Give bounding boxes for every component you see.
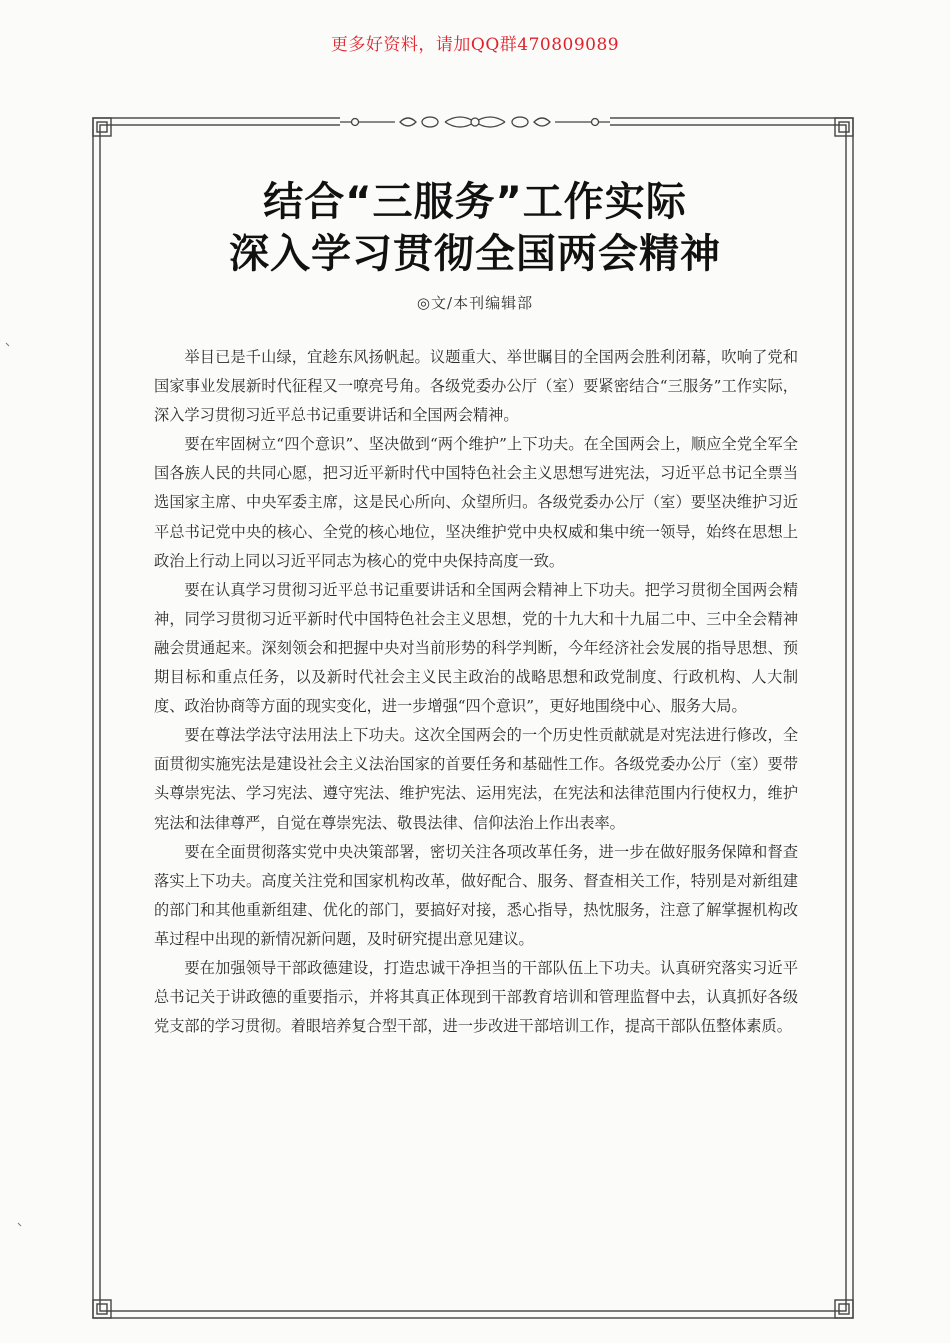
paragraph: 要在全面贯彻落实党中央决策部署，密切关注各项改革任务，进一步在做好服务保障和督查落实上下功夫。高度关注党和国家机构改革，做好配合、服务、督查相关工作，特别是对新组建的部门和其他重新组建、优化的部门，要搞好对接，悉心指导，热忱服务，注意了解掌握机构改革过程中出现的新情况新问题，及时研究提出意见建议。 xyxy=(154,842,798,948)
article-title-line-1: 结合“三服务”工作实际 xyxy=(263,179,687,225)
byline: ◎文/本刊编辑部 xyxy=(416,294,534,312)
paragraph: 要在尊法学法守法用法上下功夫。这次全国两会的一个历史性贡献就是对宪法进行修改，全面贯彻实施宪法是建设社会主义法治国家的首要任务和基础性工作。各级党委办公厅（室）要带头尊崇宪法、学习宪法、遵守宪法、维护宪法、运用宪法，在宪法和法律范围内行使权力，维护宪法和法律尊严，自觉在尊崇宪法、敬畏法律、信仰法治上作出表率。 xyxy=(154,726,798,832)
article-body xyxy=(154,343,798,1041)
article-title-line-2: 深入学习贯彻全国两会精神 xyxy=(229,231,721,277)
paragraph: 要在认真学习贯彻习近平总书记重要讲话和全国两会精神上下功夫。把学习贯彻全国两会精神，同学习贯彻习近平新时代中国特色社会主义思想，党的十九大和十九届二中、三中全会精神融会贯通起来。深刻领会和把握中央对当前形势的科学判断，今年经济社会发展的指导思想、预期目标和重点任务，以及新时代社会主义民主政治的战略思想和政党制度、行政机构、人大制度、政治协商等方面的现实变化，进一步增强“四个意识”，更好地围绕中心、服务大局。 xyxy=(154,580,798,716)
paragraph: 要在加强领导干部政德建设，打造忠诚干净担当的干部队伍上下功夫。认真研究落实习近平总书记关于讲政德的重要指示，并将其真正体现到干部教育培训和管理监督中去，认真抓好各级党支部的学习贯彻。着眼培养复合型干部，进一步改进干部培训工作，提高干部队伍整体素质。 xyxy=(154,958,798,1036)
paragraph: 举目已是千山绿，宜趁东风扬帆起。议题重大、举世瞩目的全国两会胜利闭幕，吹响了党和国家事业发展新时代征程又一嘹亮号角。各级党委办公厅（室）要紧密结合“三服务”工作实际，深入学习贯彻习近平总书记重要讲话和全国两会精神。 xyxy=(154,348,798,425)
top-banner: 更多好资料，请加QQ群470809089 xyxy=(330,35,620,55)
paragraph: 要在牢固树立“四个意识”、坚决做到“两个维护”上下功夫。在全国两会上，顺应全党全军全国各族人民的共同心愿，把习近平新时代中国特色社会主义思想写进宪法，习近平总书记全票当选国家主席、中央军委主席，这是民心所向、众望所归。各级党委办公厅（室）要坚决维护习近平总书记党中央的核心、全党的核心地位，坚决维护党中央权威和集中统一领导，始终在思想上政治上行动上同以习近平同志为核心的党中央保持高度一致。 xyxy=(154,435,798,570)
